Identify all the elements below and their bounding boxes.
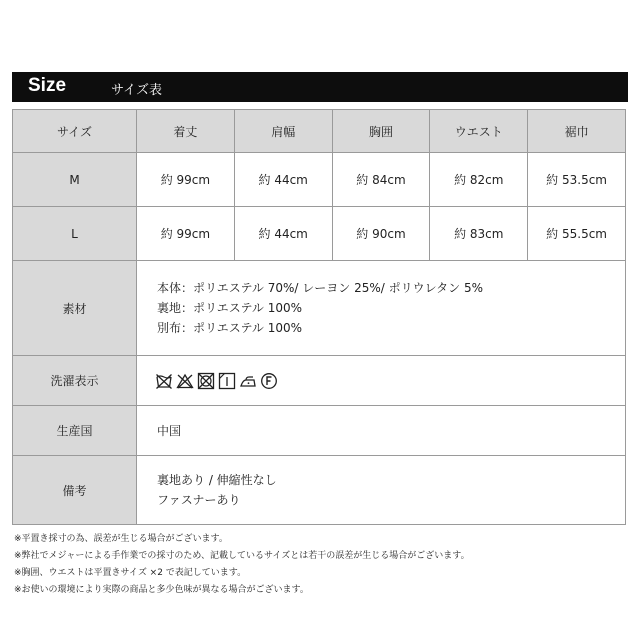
low-iron-icon — [239, 372, 257, 390]
footnotes — [14, 531, 470, 599]
table-cell: 約 84cm — [332, 153, 430, 207]
size-label: M — [13, 153, 137, 207]
size-table — [12, 109, 626, 525]
column-header: 肩幅 — [234, 110, 332, 153]
material-line: 裏地：ポリエステル 100% — [157, 301, 303, 315]
material-content — [137, 261, 626, 356]
line-dry-shade-icon — [218, 372, 236, 390]
table-cell: 約 99cm — [137, 153, 235, 207]
no-bleach-icon — [176, 372, 194, 390]
column-header: 胸囲 — [332, 110, 430, 153]
table-cell: 約 90cm — [332, 207, 430, 261]
size-subtitle: サイズ表 — [111, 83, 162, 98]
table-header-row — [13, 110, 626, 153]
table-cell: 約 55.5cm — [528, 207, 626, 261]
size-header-bar — [12, 72, 628, 102]
footnote: ※平置き採寸の為、誤差が生じる場合がございます。 — [14, 534, 228, 544]
origin-label: 生産国 — [13, 406, 137, 456]
size-title: Size — [28, 75, 67, 96]
material-label: 素材 — [13, 261, 137, 356]
table-cell: 約 82cm — [430, 153, 528, 207]
no-wash-icon — [155, 372, 173, 390]
origin-row — [13, 406, 626, 456]
dry-clean-f-icon — [260, 372, 278, 390]
footnote: ※お使いの環境により実際の商品と多少色味が異なる場合がございます。 — [14, 585, 309, 595]
care-row — [13, 356, 626, 406]
remarks-line: ファスナーあり — [157, 493, 241, 507]
care-content — [137, 356, 626, 406]
table-row — [13, 153, 626, 207]
material-line: 別布：ポリエステル 100% — [157, 321, 303, 335]
care-label: 洗濯表示 — [13, 356, 137, 406]
material-row — [13, 261, 626, 356]
no-tumble-dry-icon — [197, 372, 215, 390]
remarks-line: 裏地あり / 伸縮性なし — [157, 473, 277, 487]
column-header: ウエスト — [430, 110, 528, 153]
corner-label: サイズ — [13, 110, 137, 153]
column-header: 裾巾 — [528, 110, 626, 153]
remarks-label: 備考 — [13, 456, 137, 525]
remarks-content — [137, 456, 626, 525]
footnote: ※弊社でメジャーによる手作業での採寸のため、記載しているサイズとは若干の誤差が生じる場合がございます。 — [14, 551, 470, 561]
table-row — [13, 207, 626, 261]
footnote: ※胸囲、ウエストは平置きサイズ ×2 で表記しています。 — [14, 568, 247, 578]
remarks-row — [13, 456, 626, 525]
origin-value: 中国 — [137, 406, 626, 456]
material-line: 本体：ポリエステル 70%/ レーヨン 25%/ ポリウレタン 5% — [157, 281, 483, 295]
column-header: 着丈 — [137, 110, 235, 153]
table-cell: 約 53.5cm — [528, 153, 626, 207]
size-label: L — [13, 207, 137, 261]
table-cell: 約 44cm — [234, 153, 332, 207]
table-cell: 約 44cm — [234, 207, 332, 261]
table-cell: 約 99cm — [137, 207, 235, 261]
table-cell: 約 83cm — [430, 207, 528, 261]
